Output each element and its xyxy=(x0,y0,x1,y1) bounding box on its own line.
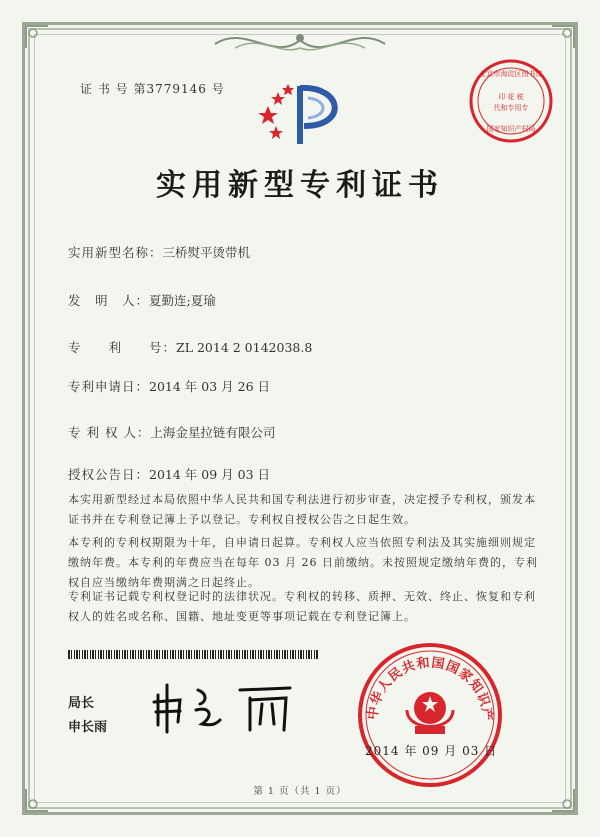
inventor-field xyxy=(68,291,216,309)
seal-small-mid2: 印 花 税 xyxy=(498,93,524,101)
director-name: 申长雨 xyxy=(68,720,108,735)
patent-label: 专 利 号： xyxy=(68,340,177,355)
seal-small-bottom: 国家知识产权局 xyxy=(486,125,536,133)
grant-value: 2014 年 09 月 03 日 xyxy=(149,467,271,482)
seal-small-top: 北京市海淀区图书馆 xyxy=(479,70,543,78)
tax-stamp-seal xyxy=(466,56,556,146)
paragraph-status: 专利证书记载专利权登记时的法律状况。专利权的转移、质押、无效、终止、恢复和专利权人的姓名或名称、国籍、地址变更等事项记载在专利登记簿上。 xyxy=(68,590,536,623)
apply-value: 2014 年 03 月 26 日 xyxy=(149,379,271,394)
corner-ornament-icon xyxy=(550,24,576,50)
inventor-label: 发 明 人： xyxy=(68,293,150,308)
page-footer: 第 1 页（共 1 页） xyxy=(253,786,347,797)
owner-label: 专 利 权 人： xyxy=(68,425,151,440)
application-date-field xyxy=(68,377,270,395)
director-signature-icon xyxy=(150,680,300,735)
grant-date-field xyxy=(68,465,270,483)
owner-value: 上海金星拉链有限公司 xyxy=(150,425,276,440)
page-title: 实用新型专利证书 xyxy=(156,168,444,203)
seal-arc-text: 中华人民共和国国家知识产 xyxy=(365,655,495,723)
apply-label: 专利申请日： xyxy=(68,379,150,394)
patent-office-logo-icon xyxy=(248,78,352,148)
seal-small-mid: 代和专用专 xyxy=(493,104,529,112)
paragraph-term: 本专利的专利权期限为十年，自申请日起算。专利权人应当依照专利法及其实施细则规定缴纳年费。本专利的年费应当在每年 03 月 26 日前缴纳。未按照规定缴纳年费的，专利权自应当缴纳年费期满之日起终止。 xyxy=(68,536,538,589)
paragraph-grant: 本实用新型经过本局依照中华人民共和国专利法进行初步审查，决定授予专利权，颁发本证书并在专利登记簿上予以登记。专利权自授权公告之日起生效。 xyxy=(68,493,536,526)
name-label: 实用新型名称： xyxy=(68,245,163,260)
corner-ornament-icon xyxy=(24,24,50,50)
patent-number-field xyxy=(68,338,312,356)
patentee-field xyxy=(68,423,275,441)
office-seal xyxy=(355,640,505,790)
utility-model-name-field xyxy=(68,243,250,261)
patent-value: ZL 2014 2 0142038.8 xyxy=(176,340,313,355)
scroll-ornament-icon xyxy=(205,22,395,62)
certificate-number: 证 书 号 第3779146 号 xyxy=(80,82,225,96)
name-value: 三桥熨平烫带机 xyxy=(162,245,251,260)
grant-label: 授权公告日： xyxy=(68,467,150,482)
seal-date: 2014 年 09 月 03 日 xyxy=(365,744,498,758)
inventor-value: 夏勤连;夏瑜 xyxy=(149,293,216,308)
director-title: 局长 xyxy=(68,696,95,711)
barcode-icon xyxy=(68,650,320,659)
